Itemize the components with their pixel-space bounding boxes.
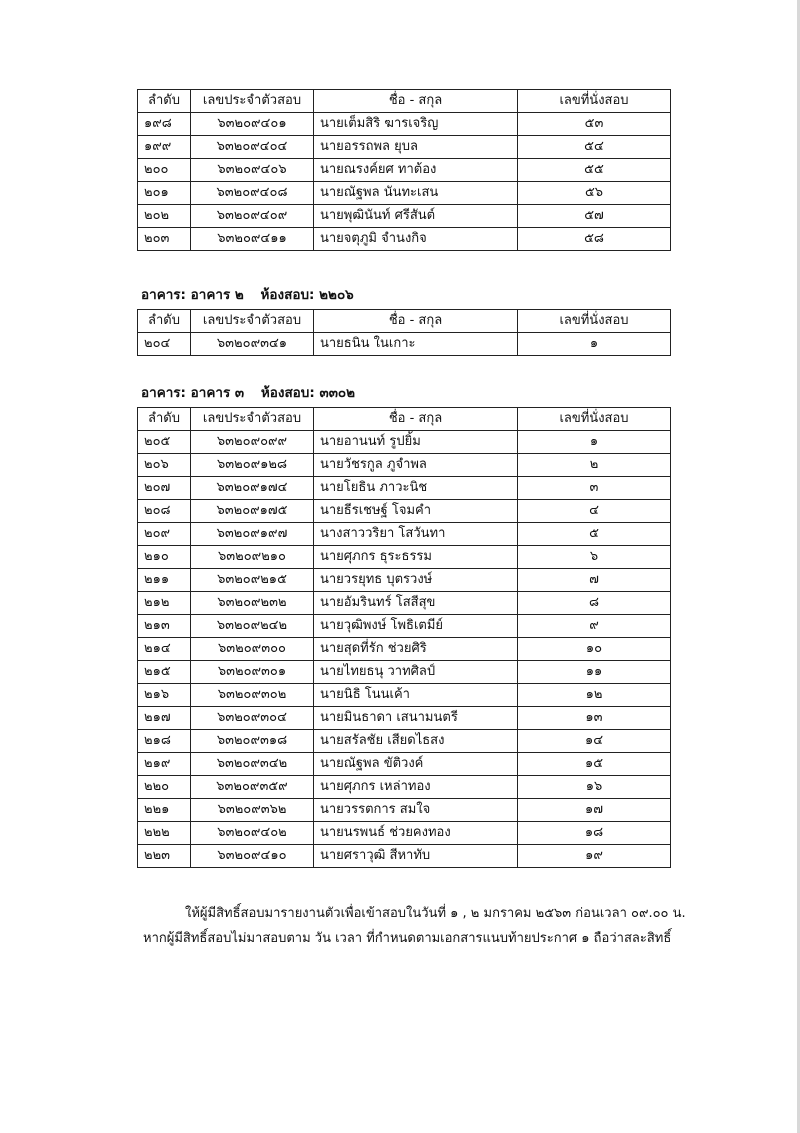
cell-seq: ๒๐๒ xyxy=(138,205,191,228)
cell-name: นายเต็มสิริ ฆารเจริญ xyxy=(314,113,518,136)
cell-exam-id: ๖๓๒๐๙๑๒๘ xyxy=(191,454,314,477)
cell-seat: ๑๕ xyxy=(518,753,671,776)
cell-name: นายนิธิ โนนเค้า xyxy=(314,684,518,707)
cell-seq: ๒๒๒ xyxy=(138,822,191,845)
table-row xyxy=(138,159,671,182)
cell-seq: ๒๑๑ xyxy=(138,569,191,592)
cell-exam-id: ๖๓๒๐๙๑๗๔ xyxy=(191,477,314,500)
table-row xyxy=(138,684,671,707)
cell-seat: ๑๓ xyxy=(518,707,671,730)
cell-seq: ๒๑๙ xyxy=(138,753,191,776)
cell-exam-id: ๖๓๒๐๙๐๙๙ xyxy=(191,431,314,454)
cell-seq: ๒๑๔ xyxy=(138,638,191,661)
cell-name: นายวรรตการ สมใจ xyxy=(314,799,518,822)
cell-name: นายอานนท์ รูปยิ้ม xyxy=(314,431,518,454)
cell-seat: ๒ xyxy=(518,454,671,477)
cell-seq: ๒๐๘ xyxy=(138,500,191,523)
table-row xyxy=(138,661,671,684)
table-row xyxy=(138,546,671,569)
column-header-seq: ลำดับ xyxy=(138,310,191,333)
column-header-seq: ลำดับ xyxy=(138,90,191,113)
cell-seat: ๑๖ xyxy=(518,776,671,799)
building-value: อาคาร ๓ xyxy=(190,385,245,401)
cell-exam-id: ๖๓๒๐๙๔๑๑ xyxy=(191,228,314,251)
cell-seat: ๑ xyxy=(518,431,671,454)
cell-seat: ๑ xyxy=(518,333,671,356)
table-row xyxy=(138,822,671,845)
cell-seat: ๕๗ xyxy=(518,205,671,228)
cell-exam-id: ๖๓๒๐๙๓๔๑ xyxy=(191,333,314,356)
table-row xyxy=(138,136,671,159)
room-value: ๒๒๐๖ xyxy=(319,287,354,303)
cell-seq: ๒๑๒ xyxy=(138,592,191,615)
table-header-row xyxy=(138,90,671,113)
cell-exam-id: ๖๓๒๐๙๔๐๙ xyxy=(191,205,314,228)
table-row xyxy=(138,228,671,251)
cell-seat: ๑๘ xyxy=(518,822,671,845)
cell-seq: ๒๑๐ xyxy=(138,546,191,569)
cell-exam-id: ๖๓๒๐๙๓๐๔ xyxy=(191,707,314,730)
column-header-exam-id: เลขประจำตัวสอบ xyxy=(191,408,314,431)
cell-seq: ๒๒๐ xyxy=(138,776,191,799)
cell-seq: ๒๑๘ xyxy=(138,730,191,753)
cell-name: นายณรงค์ยศ ทาต้อง xyxy=(314,159,518,182)
cell-name: นายศุภกร เหล่าทอง xyxy=(314,776,518,799)
cell-name: นายณัฐพล นันทะเสน xyxy=(314,182,518,205)
roster-table-room-3302 xyxy=(137,407,671,868)
cell-seat: ๓ xyxy=(518,477,671,500)
table-header-row xyxy=(138,310,671,333)
table-row xyxy=(138,113,671,136)
cell-exam-id: ๖๓๒๐๙๓๐๑ xyxy=(191,661,314,684)
cell-name: นายศราวุฒิ สีหาทับ xyxy=(314,845,518,868)
cell-name: นายวรยุทธ บุตรวงษ์ xyxy=(314,569,518,592)
cell-seat: ๑๑ xyxy=(518,661,671,684)
cell-exam-id: ๖๓๒๐๙๓๖๒ xyxy=(191,799,314,822)
cell-exam-id: ๖๓๒๐๙๒๑๐ xyxy=(191,546,314,569)
cell-name: นางสาววริยา โสวันทา xyxy=(314,523,518,546)
cell-exam-id: ๖๓๒๐๙๓๑๘ xyxy=(191,730,314,753)
cell-seq: ๑๙๘ xyxy=(138,113,191,136)
table-body xyxy=(138,333,671,356)
column-header-name: ชื่อ - สกุล xyxy=(314,408,518,431)
cell-seq: ๒๐๕ xyxy=(138,431,191,454)
cell-seat: ๖ xyxy=(518,546,671,569)
cell-exam-id: ๖๓๒๐๙๓๔๒ xyxy=(191,753,314,776)
cell-seq: ๒๒๑ xyxy=(138,799,191,822)
table-row xyxy=(138,753,671,776)
cell-name: นายอัมรินทร์ โสสีสุข xyxy=(314,592,518,615)
cell-name: นายธีรเชษฐ์ โจมคำ xyxy=(314,500,518,523)
cell-name: นายนรพนธ์ ช่วยคงทอง xyxy=(314,822,518,845)
cell-seq: ๒๐๙ xyxy=(138,523,191,546)
cell-exam-id: ๖๓๒๐๙๔๑๐ xyxy=(191,845,314,868)
cell-name: นายอรรถพล ยุบล xyxy=(314,136,518,159)
cell-seq: ๑๙๙ xyxy=(138,136,191,159)
cell-seat: ๕๘ xyxy=(518,228,671,251)
cell-seq: ๒๒๓ xyxy=(138,845,191,868)
column-header-exam-id: เลขประจำตัวสอบ xyxy=(191,310,314,333)
column-header-name: ชื่อ - สกุล xyxy=(314,90,518,113)
table-row xyxy=(138,205,671,228)
roster-table-continued xyxy=(137,89,671,251)
roster-table-room-2206 xyxy=(137,309,671,356)
cell-name: นายณัฐพล ขัติวงค์ xyxy=(314,753,518,776)
cell-exam-id: ๖๓๒๐๙๓๐๒ xyxy=(191,684,314,707)
table-row xyxy=(138,454,671,477)
cell-name: นายสุดที่รัก ช่วยศิริ xyxy=(314,638,518,661)
notice-line-2: หากผู้มีสิทธิ์สอบไม่มาสอบตาม วัน เวลา ที่กำหนดตามเอกสารแนบท้ายประกาศ ๑ ถือว่าสละสิทธิ์ xyxy=(143,931,672,946)
column-header-seat: เลขที่นั่งสอบ xyxy=(518,90,671,113)
column-header-name: ชื่อ - สกุล xyxy=(314,310,518,333)
cell-exam-id: ๖๓๒๐๙๔๐๒ xyxy=(191,822,314,845)
cell-exam-id: ๖๓๒๐๙๒๔๒ xyxy=(191,615,314,638)
cell-name: นายธนิน ในเกาะ xyxy=(314,333,518,356)
table-row xyxy=(138,776,671,799)
table-row xyxy=(138,638,671,661)
table-row xyxy=(138,707,671,730)
column-header-seq: ลำดับ xyxy=(138,408,191,431)
cell-seat: ๙ xyxy=(518,615,671,638)
cell-seq: ๒๑๓ xyxy=(138,615,191,638)
cell-seat: ๑๒ xyxy=(518,684,671,707)
room-value: ๓๓๐๒ xyxy=(319,385,356,401)
table-row xyxy=(138,500,671,523)
table-row xyxy=(138,182,671,205)
cell-seat: ๕ xyxy=(518,523,671,546)
cell-exam-id: ๖๓๒๐๙๔๐๘ xyxy=(191,182,314,205)
cell-seat: ๕๕ xyxy=(518,159,671,182)
cell-seat: ๘ xyxy=(518,592,671,615)
cell-seat: ๑๙ xyxy=(518,845,671,868)
table-row xyxy=(138,523,671,546)
cell-seat: ๕๔ xyxy=(518,136,671,159)
table-row xyxy=(138,592,671,615)
room-label: ห้องสอบ: xyxy=(260,287,315,303)
table-row xyxy=(138,615,671,638)
cell-seq: ๒๐๗ xyxy=(138,477,191,500)
column-header-exam-id: เลขประจำตัวสอบ xyxy=(191,90,314,113)
cell-seat: ๕๖ xyxy=(518,182,671,205)
building-label: อาคาร: xyxy=(141,385,186,401)
cell-name: นายพุฒินันท์ ศรีสันต์ xyxy=(314,205,518,228)
column-header-seat: เลขที่นั่งสอบ xyxy=(518,310,671,333)
cell-exam-id: ๖๓๒๐๙๑๗๕ xyxy=(191,500,314,523)
cell-seq: ๒๐๓ xyxy=(138,228,191,251)
column-header-seat: เลขที่นั่งสอบ xyxy=(518,408,671,431)
cell-seat: ๔ xyxy=(518,500,671,523)
cell-seat: ๑๔ xyxy=(518,730,671,753)
cell-seq: ๒๐๔ xyxy=(138,333,191,356)
table-header-row xyxy=(138,408,671,431)
cell-name: นายมินธาดา เสนามนตรี xyxy=(314,707,518,730)
cell-seq: ๒๐๖ xyxy=(138,454,191,477)
notice-line-1: ให้ผู้มีสิทธิ์สอบมารายงานตัวเพื่อเข้าสอบในวันที่ ๑ , ๒ มกราคม ๒๕๖๓ ก่อนเวลา ๐๙.๐๐ น. xyxy=(185,906,686,921)
table-row xyxy=(138,431,671,454)
cell-exam-id: ๖๓๒๐๙๔๐๖ xyxy=(191,159,314,182)
room-heading-building-2 xyxy=(141,283,354,305)
table-body xyxy=(138,431,671,868)
cell-seq: ๒๐๐ xyxy=(138,159,191,182)
cell-name: นายโยธิน ภาวะนิช xyxy=(314,477,518,500)
cell-seat: ๑๗ xyxy=(518,799,671,822)
cell-name: นายศุภกร ธุระธรรม xyxy=(314,546,518,569)
cell-name: นายวุฒิพงษ์ โพธิเตมีย์ xyxy=(314,615,518,638)
cell-seat: ๗ xyxy=(518,569,671,592)
room-label: ห้องสอบ: xyxy=(260,385,315,401)
cell-seq: ๒๑๗ xyxy=(138,707,191,730)
cell-exam-id: ๖๓๒๐๙๔๐๑ xyxy=(191,113,314,136)
table-row xyxy=(138,477,671,500)
cell-seq: ๒๑๖ xyxy=(138,684,191,707)
table-row xyxy=(138,569,671,592)
cell-name: นายสรัลชัย เสียดไธสง xyxy=(314,730,518,753)
table-row xyxy=(138,730,671,753)
cell-exam-id: ๖๓๒๐๙๓๐๐ xyxy=(191,638,314,661)
table-row xyxy=(138,799,671,822)
cell-seat: ๑๐ xyxy=(518,638,671,661)
cell-exam-id: ๖๓๒๐๙๒๓๒ xyxy=(191,592,314,615)
table-row xyxy=(138,333,671,356)
cell-name: นายไทยธนุ วาทศิลป์ xyxy=(314,661,518,684)
table-row xyxy=(138,845,671,868)
cell-exam-id: ๖๓๒๐๙๓๕๙ xyxy=(191,776,314,799)
cell-exam-id: ๖๓๒๐๙๒๑๕ xyxy=(191,569,314,592)
cell-seat: ๕๓ xyxy=(518,113,671,136)
building-label: อาคาร: xyxy=(141,287,186,303)
cell-exam-id: ๖๓๒๐๙๔๐๔ xyxy=(191,136,314,159)
room-heading-building-3 xyxy=(141,381,355,403)
cell-exam-id: ๖๓๒๐๙๑๙๗ xyxy=(191,523,314,546)
cell-seq: ๒๑๕ xyxy=(138,661,191,684)
cell-name: นายวัชรกูล ภูจำพล xyxy=(314,454,518,477)
building-value: อาคาร ๒ xyxy=(190,287,244,303)
cell-seq: ๒๐๑ xyxy=(138,182,191,205)
cell-name: นายจตุภูมิ จำนงกิจ xyxy=(314,228,518,251)
table-body xyxy=(138,113,671,251)
